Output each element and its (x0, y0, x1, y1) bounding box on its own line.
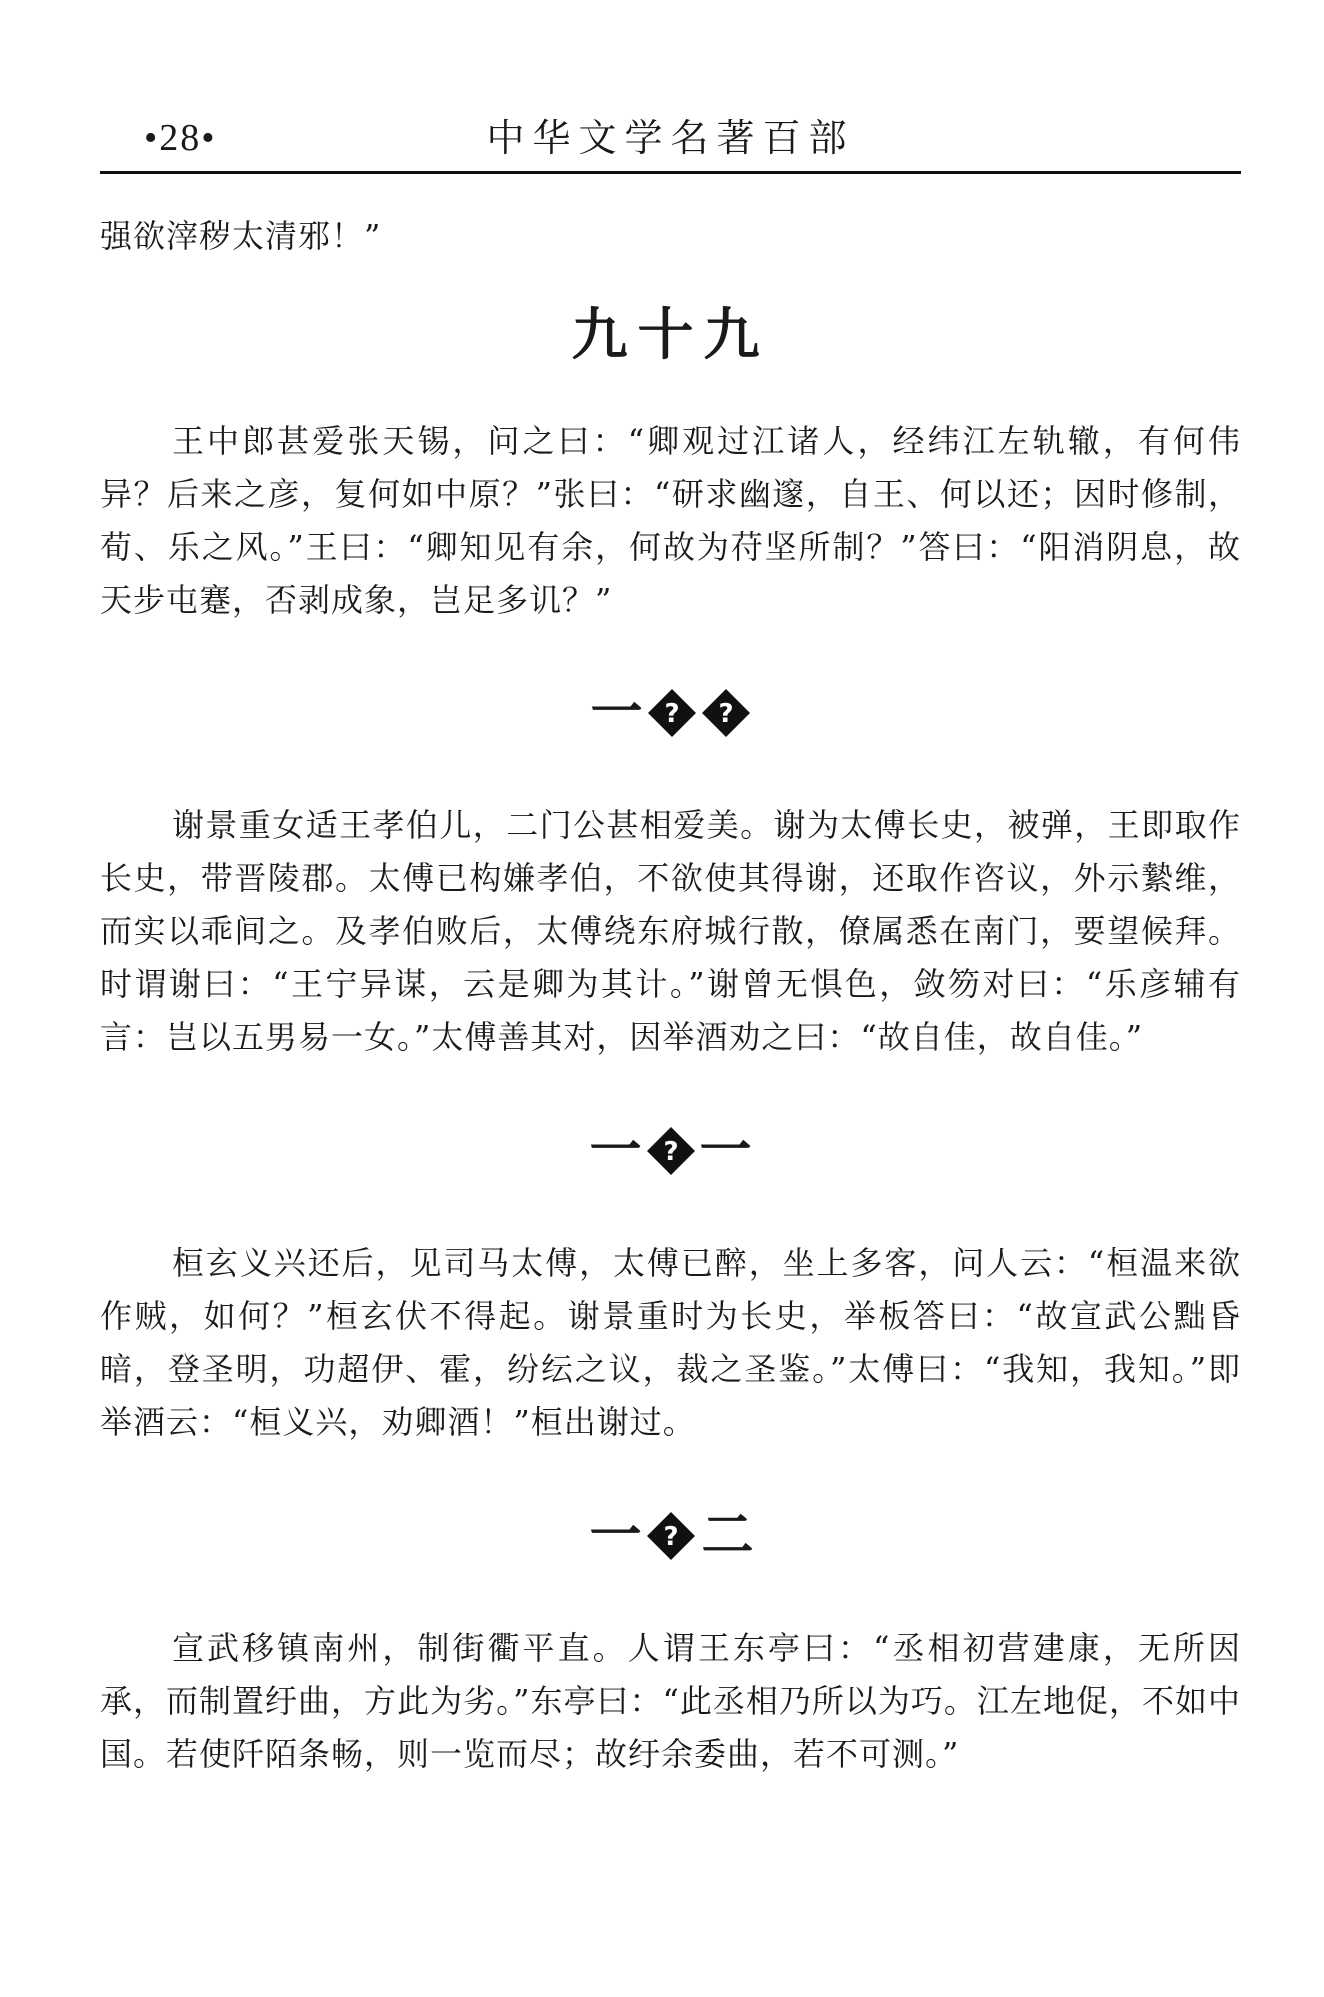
paragraph: 桓玄义兴还后，见司马太傅，太傅已醉，坐上多客，问人云：“桓温来欲作贼，如何？”桓玄伏不得起。谢景重时为长史，举板答曰：“故宣武公黜昏暗，登圣明，功超伊、霍，纷纭之议，裁之圣鉴。”太傅曰：“我知，我知。”即举酒云：“桓义兴，劝卿酒！”桓出谢过。 (100, 1244, 1241, 1441)
page-number: •28• (144, 117, 217, 159)
svg-text:?: ? (717, 699, 734, 729)
marker-numeral: 一 (590, 682, 643, 743)
paragraph: 王中郎甚爱张天锡，问之曰：“卿观过江诸人，经纬江左轨辙，有何伟异？后来之彦，复何如中原？”张曰：“研求幽邃，自王、何以还；因时修制，荀、乐之风。”王曰：“卿知见有余，何故为苻坚所制？”答曰：“阳消阴息，故天步屯蹇，否剥成象，岂足多讥？” (100, 422, 1241, 619)
paragraph: 宣武移镇南州，制街衢平直。人谓王东亭曰：“丞相初营建康，无所因承，而制置纡曲，方此为劣。”东亭曰：“此丞相乃所以为巧。江左地促，不如中国。若使阡陌条畅，则一览而尽；故纡余委曲，若不可测。” (100, 1629, 1241, 1773)
section-number-marker (100, 1506, 1241, 1566)
question-diamond-icon (646, 687, 698, 739)
section-title: 九十九 (571, 302, 770, 368)
page-body (100, 210, 1241, 1781)
book-title: 中华文学名著百部 (486, 116, 855, 160)
continued-paragraph: 强欲滓秽太清邪！” (100, 217, 382, 255)
marker-numeral: 二 (701, 1505, 754, 1566)
marker-numeral: 一 (699, 1120, 752, 1181)
paragraph: 谢景重女适王孝伯儿，二门公甚相爱美。谢为太傅长史，被弹，王即取作长史，带晋陵郡。太傅已构嫌孝伯，不欲使其得谢，还取作咨议，外示縶维，而实以乖间之。及孝伯败后，太傅绕东府城行散，僚属悉在南门，要望候拜。时谓谢曰：“王宁异谋，云是卿为其计。”谢曾无惧色，敛笏对曰：“乐彦辅有言：岂以五男易一女。”太傅善其对，因举酒劝之曰：“故自佳，故自佳。” (100, 806, 1241, 1056)
question-diamond-icon (645, 1125, 697, 1177)
question-diamond-icon (700, 687, 752, 739)
svg-text:?: ? (662, 1137, 679, 1167)
svg-text:?: ? (662, 1522, 679, 1552)
question-diamond-icon (645, 1510, 697, 1562)
marker-numeral: 一 (589, 1120, 642, 1181)
running-header (100, 112, 1241, 172)
section-number-marker (100, 1121, 1241, 1181)
marker-numeral: 一 (589, 1505, 642, 1566)
svg-text:?: ? (663, 699, 680, 729)
header-rule (100, 171, 1241, 174)
section-number-marker (100, 683, 1241, 743)
